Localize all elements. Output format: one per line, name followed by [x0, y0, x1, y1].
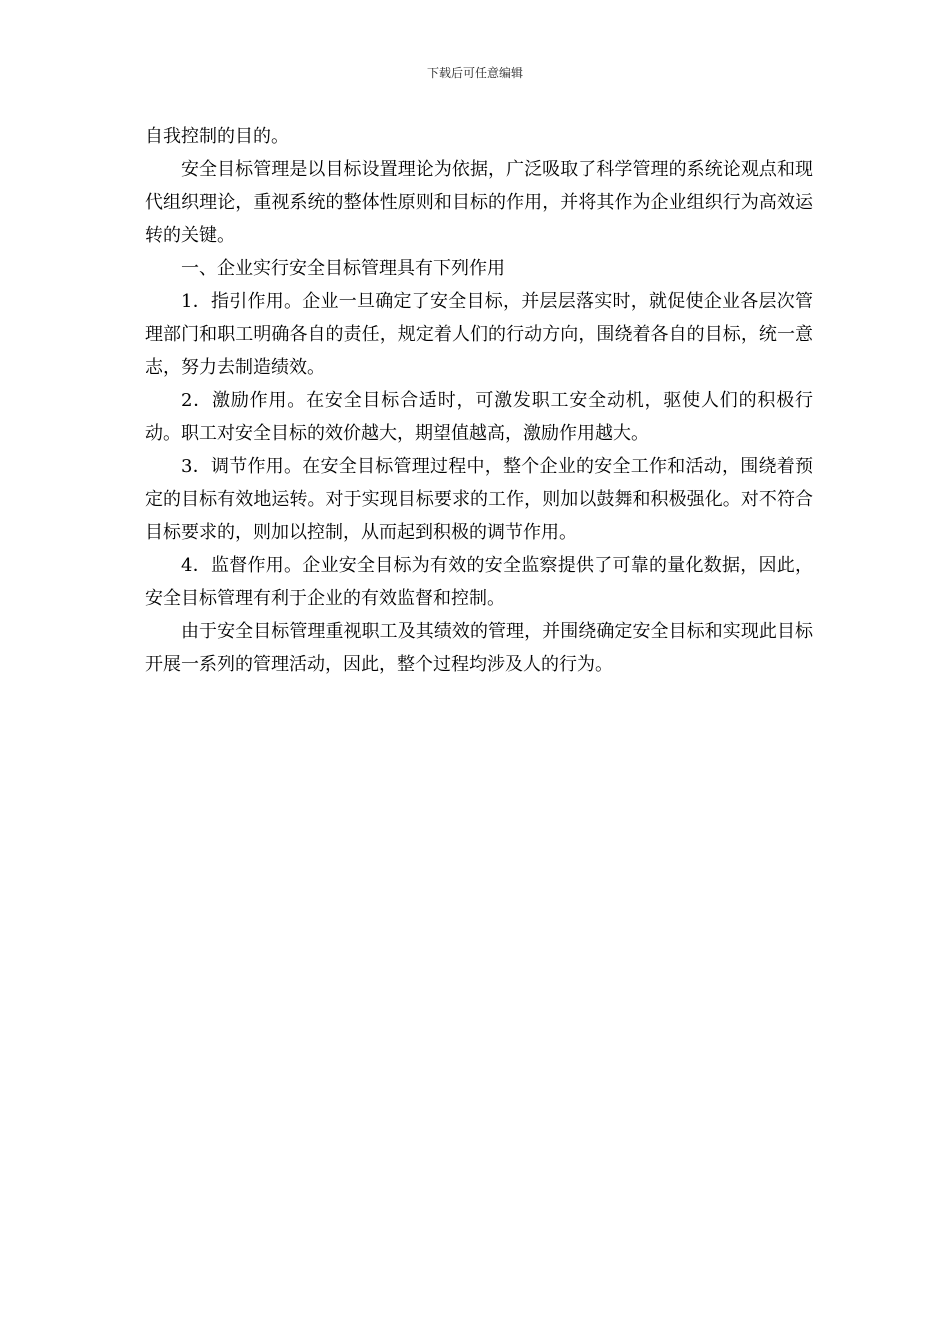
header-note: 下载后可任意编辑 [426, 66, 523, 80]
paragraph-regulating-role: 3．调节作用。在安全目标管理过程中，整个企业的安全工作和活动，围绕着预定的目标有效地运转。对于实现目标要求的工作，则加以鼓舞和积极强化。对不符合目标要求的，则加以控制，从而起到积极的调节作用。 [145, 456, 813, 543]
paragraph-conclusion: 由于安全目标管理重视职工及其绩效的管理，并围绕确定安全目标和实现此目标开展一系列的管理活动，因此，整个过程均涉及人的行为。 [145, 621, 813, 675]
paragraph-incentive-role: 2．激励作用。在安全目标合适时，可激发职工安全动机，驱使人们的积极行动。职工对安全目标的效价越大，期望值越高，激励作用越大。 [145, 390, 813, 444]
paragraph-guiding-role: 1．指引作用。企业一旦确定了安全目标，并层层落实时，就促使企业各层次管理部门和职工明确各自的责任，规定着人们的行动方向，围绕着各自的目标，统一意志，努力去制造绩效。 [145, 291, 813, 378]
body-text [145, 120, 813, 681]
paragraph-1: 自我控制的目的。 [145, 126, 289, 147]
section-heading: 一、企业实行安全目标管理具有下列作用 [181, 258, 505, 279]
paragraph-supervising-role: 4．监督作用。企业安全目标为有效的安全监察提供了可靠的量化数据，因此，安全目标管理有利于企业的有效监督和控制。 [145, 555, 813, 609]
paragraph-2: 安全目标管理是以目标设置理论为依据，广泛吸取了科学管理的系统论观点和现代组织理论，重视系统的整体性原则和目标的作用，并将其作为企业组织行为高效运转的关键。 [145, 159, 813, 246]
